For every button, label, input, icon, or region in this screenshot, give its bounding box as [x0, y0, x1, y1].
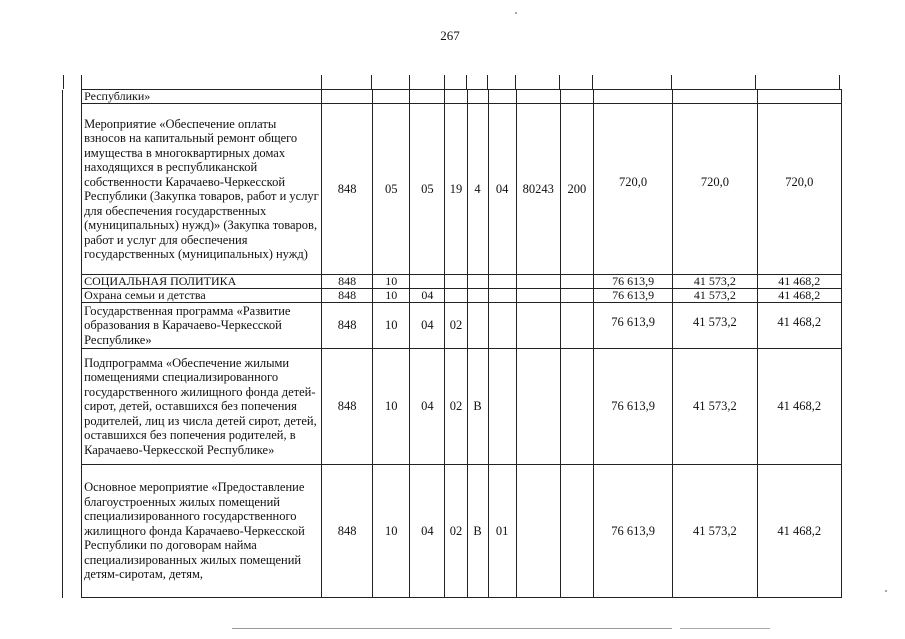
section-cell: 05: [373, 104, 410, 275]
footer-rule-fragment: [680, 628, 770, 629]
event-cell: [488, 275, 516, 289]
subprogram-cell: [467, 303, 488, 349]
amount-year2-cell: 41 573,2: [673, 303, 757, 349]
expense-type-cell: [560, 303, 593, 349]
amount-year2-cell: 41 573,2: [673, 349, 757, 465]
table-row: [63, 349, 842, 465]
amount-year3-cell: 41 468,2: [757, 289, 841, 303]
direction-cell: [516, 303, 560, 349]
item-name-cell: Мероприятие «Обеспечение оплаты взносов на капитальный ремонт общего имущества в многоквартирных домах находящихся в республиканской собственности Карачаево-Черкесской Республики (Закупка товаров, работ и услуг для обеспечения государственных (муниципальных) нужд)» (Закупка товаров, работ и услуг для обеспечения государственных (муниципальных) нужд): [82, 104, 322, 275]
amount-year2-cell: 720,0: [673, 104, 757, 275]
program-cell: 02: [445, 349, 467, 465]
table-row: [63, 303, 842, 349]
subprogram-cell: 4: [467, 104, 488, 275]
subprogram-cell: [467, 275, 488, 289]
amount-year3-cell: 41 468,2: [757, 349, 841, 465]
ministry-code-cell: 848: [321, 349, 372, 465]
row-number-cell: [63, 289, 82, 303]
subsection-cell: [410, 275, 445, 289]
subsection-cell: [410, 90, 445, 104]
subprogram-cell: [467, 90, 488, 104]
amount-year1-cell: 76 613,9: [593, 349, 672, 465]
amount-year2-cell: 41 573,2: [673, 465, 757, 598]
row-number-cell: [63, 275, 82, 289]
amount-year1-cell: 76 613,9: [593, 303, 672, 349]
subprogram-cell: В: [467, 465, 488, 598]
amount-year1-cell: 76 613,9: [593, 275, 672, 289]
amount-year3-cell: [757, 90, 841, 104]
table-row: [63, 90, 842, 104]
item-name-cell: Охрана семьи и детства: [82, 289, 322, 303]
expense-type-cell: [560, 349, 593, 465]
item-name-cell: Государственная программа «Развитие образования в Карачаево-Черкесской Республике»: [82, 303, 322, 349]
direction-cell: [516, 349, 560, 465]
row-number-cell: [63, 465, 82, 598]
expense-type-cell: [560, 275, 593, 289]
row-number-cell: [63, 303, 82, 349]
amount-year1-cell: 76 613,9: [593, 465, 672, 598]
scan-speck: [515, 12, 517, 14]
ministry-code-cell: 848: [321, 465, 372, 598]
subsection-cell: 04: [410, 289, 445, 303]
item-name-cell: Подпрограмма «Обеспечение жилыми помещениями специализированного государственного жилищного фонда детей-сирот, детей, оставшихся без попечения родителей, лиц из числа детей сирот, детей, оставшихся без попечения родителей, в Карачаево-Черкесской Республике»: [82, 349, 322, 465]
subsection-cell: 04: [410, 465, 445, 598]
table-row: [63, 465, 842, 598]
amount-year3-cell: 41 468,2: [757, 275, 841, 289]
program-cell: [445, 275, 467, 289]
event-cell: 01: [488, 465, 516, 598]
subprogram-cell: [467, 289, 488, 303]
table-row: [63, 104, 842, 275]
direction-cell: [516, 289, 560, 303]
scan-speck: [885, 590, 887, 592]
item-name-cell: СОЦИАЛЬНАЯ ПОЛИТИКА: [82, 275, 322, 289]
event-cell: [488, 349, 516, 465]
page-number: 267: [440, 28, 460, 43]
program-cell: 02: [445, 465, 467, 598]
amount-year3-cell: 41 468,2: [757, 465, 841, 598]
direction-cell: [516, 90, 560, 104]
amount-year1-cell: 720,0: [593, 104, 672, 275]
amount-year3-cell: 720,0: [757, 104, 841, 275]
subsection-cell: 04: [410, 349, 445, 465]
subsection-cell: 05: [410, 104, 445, 275]
ministry-code-cell: 848: [321, 275, 372, 289]
subsection-cell: 04: [410, 303, 445, 349]
event-cell: [488, 90, 516, 104]
event-cell: [488, 289, 516, 303]
program-cell: 19: [445, 104, 467, 275]
row-number-cell: [63, 349, 82, 465]
row-number-cell: [63, 90, 82, 104]
amount-year2-cell: 41 573,2: [673, 289, 757, 303]
ministry-code-cell: 848: [321, 303, 372, 349]
program-cell: 02: [445, 303, 467, 349]
section-cell: 10: [373, 303, 410, 349]
direction-cell: 80243: [516, 104, 560, 275]
section-cell: 10: [373, 275, 410, 289]
ministry-code-cell: [321, 90, 372, 104]
expense-type-cell: [560, 90, 593, 104]
footer-rule: [232, 628, 672, 629]
expense-type-cell: 200: [560, 104, 593, 275]
subprogram-cell: В: [467, 349, 488, 465]
section-cell: 10: [373, 349, 410, 465]
amount-year3-cell: 41 468,2: [757, 303, 841, 349]
direction-cell: [516, 275, 560, 289]
table-top-continuation: [63, 75, 840, 89]
ministry-code-cell: 848: [321, 104, 372, 275]
event-cell: [488, 303, 516, 349]
table-row: [63, 289, 842, 303]
row-number-cell: [63, 104, 82, 275]
section-cell: 10: [373, 289, 410, 303]
expense-type-cell: [560, 289, 593, 303]
budget-table: [62, 89, 842, 598]
item-name-cell: Республики»: [82, 90, 322, 104]
program-cell: [445, 90, 467, 104]
section-cell: [373, 90, 410, 104]
table-row: [63, 275, 842, 289]
event-cell: 04: [488, 104, 516, 275]
section-cell: 10: [373, 465, 410, 598]
amount-year2-cell: 41 573,2: [673, 275, 757, 289]
expense-type-cell: [560, 465, 593, 598]
item-name-cell: Основное мероприятие «Предоставление благоустроенных жилых помещений специализированного государственного жилищного фонда Карачаево-Черкесской Республики по договорам найма специализированных жилых помещений детям-сиротам, детям,: [82, 465, 322, 598]
amount-year2-cell: [673, 90, 757, 104]
amount-year1-cell: 76 613,9: [593, 289, 672, 303]
direction-cell: [516, 465, 560, 598]
ministry-code-cell: 848: [321, 289, 372, 303]
amount-year1-cell: [593, 90, 672, 104]
program-cell: [445, 289, 467, 303]
